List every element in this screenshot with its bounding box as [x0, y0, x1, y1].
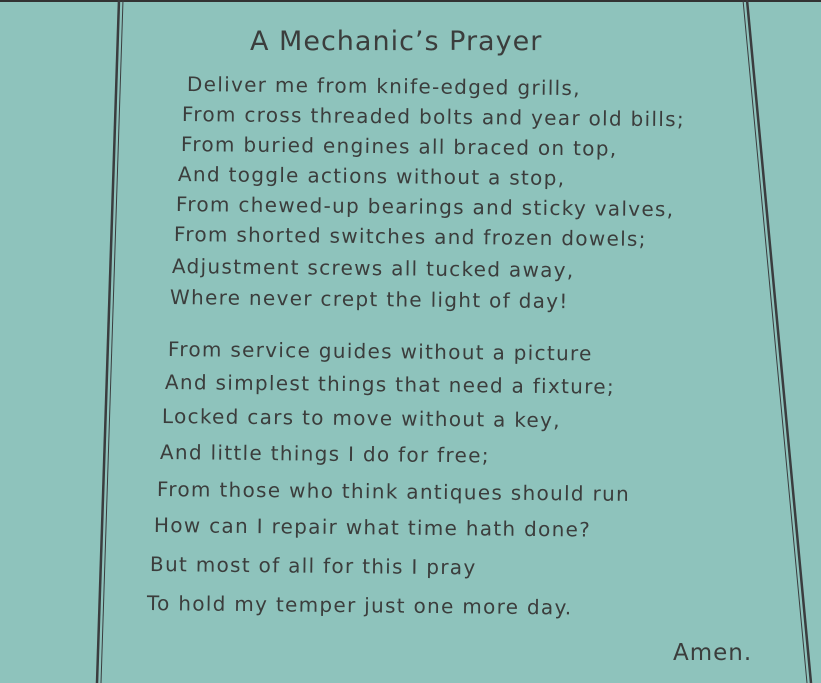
poem-line: Deliver me from knife-edged grills,	[186, 72, 581, 101]
poem-line: But most of all for this I pray	[149, 552, 477, 580]
left-border-outer	[97, 0, 119, 683]
poem-line: Adjustment screws all tucked away,	[171, 254, 575, 283]
left-border-inner	[101, 0, 123, 683]
poem-line: From service guides without a picture	[167, 337, 593, 366]
poem-closing: Amen.	[673, 640, 753, 666]
poem-line: Locked cars to move without a key,	[161, 404, 561, 433]
poem-line: And simplest things that need a fixture;	[164, 370, 616, 399]
poem-line: Where never crept the light of day!	[169, 285, 569, 314]
poem-line: And toggle actions without a stop,	[177, 162, 566, 191]
poem-line: And little things I do for free;	[159, 440, 490, 468]
poem-line: From cross threaded bolts and year old bills;	[181, 102, 686, 132]
poem-line: From shorted switches and frozen dowels;	[173, 222, 647, 251]
poem-line: To hold my temper just one more day.	[146, 591, 573, 620]
poem-line: From buried engines all braced on top,	[180, 132, 618, 161]
poem-line: From those who think antiques should run	[156, 477, 631, 506]
poem-title: A Mechanic’s Prayer	[250, 26, 543, 57]
poem-line: From chewed-up bearings and sticky valves,	[175, 192, 675, 222]
poem-line: How can I repair what time hath done?	[153, 513, 592, 542]
right-border-inner	[743, 0, 807, 683]
right-border-outer	[747, 0, 811, 683]
